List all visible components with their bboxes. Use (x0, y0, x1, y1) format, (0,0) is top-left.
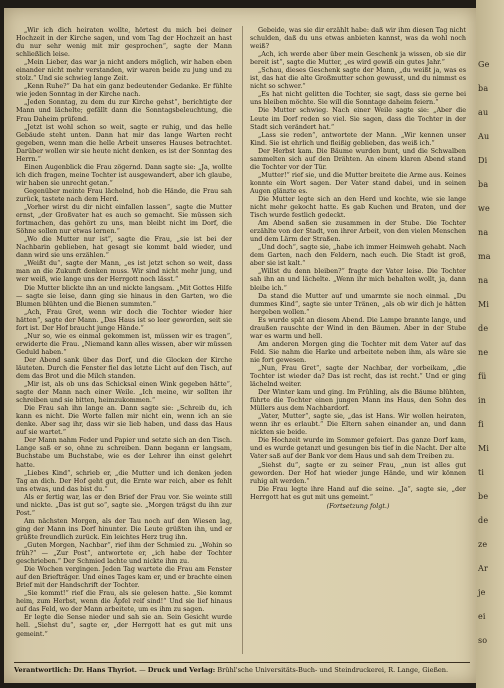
strip-fragment: be (478, 492, 489, 501)
strip-fragment: je (478, 588, 486, 597)
footer-press-label: Druck und Verlag: (147, 666, 216, 674)
paragraph: Da stand die Mutter auf und umarmte sie noch einmal. „Du dummes Kind“, sagte sie unter Tränen, „als ob wir dich je hätten hergeben wollen.“ (250, 291, 466, 316)
paragraph: Die Hochzeit wurde im Sommer gefeiert. Das ganze Dorf kam, und es wurde getanzt und gesungen bis tief in die Nacht. Der alte Vater saß auf der Bank vor dem Haus und sah dem Treiben zu. (250, 436, 466, 461)
paragraph: Als er fertig war, las er den Brief der Frau vor. Sie weinte still und nickte. „Das ist gut so“, sagte sie. „Morgen trägst du ihn zur Post.“ (16, 492, 232, 517)
strip-fragment: Mi (478, 300, 490, 309)
paragraph: „Vorher wirst du dir nicht einfallen lassen“, sagte die Mutter ernst, „der Großvater hat es auch so gemacht. Sie müssen sich fortmachen, das gehört zu uns, man bleibt nicht im Dorf, die Söhne sollen nur etwas lernen.“ (16, 203, 232, 236)
strip-fragment: de (478, 516, 489, 525)
strip-fragment: ei (478, 612, 486, 621)
adjacent-page-strip (476, 0, 504, 688)
paragraph: „Ach, ich werde aber über mein Geschenk ja wissen, ob sie dir bereit ist“, sagte die Mutter, „es wird gewiß ein gutes Jahr.“ (250, 50, 466, 67)
paragraph: „Kenn Ruhe?“ Da hat ein ganz bedeutender Gedanke. Er fühlte wie jeden Sonntag in der Kirche nach. (16, 82, 232, 99)
paragraph: „Wir ich dich heiraten wollte, hörtest du mich bei deiner Hochzeit in der Kirche sagen, und vom Tag der Hochzeit an hast du nur sehr wenig mit mir gesprochen“, sagte der Mann schließlich leise. (16, 26, 232, 59)
strip-fragment: Au (478, 132, 490, 141)
paragraph: „Es hat nicht gelitten die Tochter, sie sagt, dass sie gerne bei uns bleiben möchte. Sie will die Sonntage daheim feiern.“ (250, 90, 466, 107)
footer-label: Verantwortlich: (14, 666, 72, 674)
footer-rule (14, 662, 470, 663)
strip-fragment: Mi (478, 444, 490, 453)
paragraph: Die Frau legte ihre Hand auf die seine. „Ja“, sagte sie, „der Herrgott hat es gut mit uns gemeint.“ (250, 484, 466, 501)
strip-fragment: na (478, 228, 489, 237)
paragraph: „Mutter!“ rief sie, und die Mutter breitete die Arme aus. Keines konnte ein Wort sagen. Der Vater stand dabei, und in seinen Augen glänzte es. (250, 170, 466, 195)
strip-fragment: Ge (478, 60, 490, 69)
strip-fragment: so (478, 636, 488, 645)
paragraph: „Liebes Kind“, schrieb er, „die Mutter und ich denken jeden Tag an dich. Der Hof geht gut, die Ernte war reich, aber es fehlt uns etwas, und das bist du.“ (16, 468, 232, 493)
paragraph: „Willst du denn bleiben?“ fragte der Vater leise. Die Tochter sah ihn an und lächelte. „Wenn ihr mich behalten wollt, ja, dann bleibe ich.“ (250, 267, 466, 292)
paragraph: „Nun, Frau Gret“, sagte der Nachbar, der vorbeikam, „die Tochter ist wieder da? Das ist recht, das ist recht.“ Und er ging lächelnd weiter. (250, 363, 466, 389)
paragraph: Die Mutter legte sich an den Herd und kochte, wie sie lange nicht mehr gekocht hatte. Es gab Kuchen und Braten, und der Tisch wurde festlich gedeckt. (250, 194, 466, 220)
paragraph: „Jeden Sonntag, zu dem du zur Kirche gehst“, berichtigte der Mann und lächelte; gefällt dann die Sonntagsbeleuchtung, die Frau Daheim prüfend. (16, 98, 232, 123)
paragraph: Der Winter kam und ging. Im Frühling, als die Bäume blühten, führte die Tochter einen jungen Mann ins Haus, den Sohn des Müllers aus dem Nachbardorf. (250, 388, 466, 413)
paragraph: Die Mutter schwieg. Nach einer Weile sagte sie: „Aber die Leute im Dorf reden so viel. Sie sagen, dass die Tochter in der Stadt sich verändert hat.“ (250, 106, 466, 131)
paragraph: „Schau, dieses Geschenk sagte der Mann, „du weißt ja, was es ist, das hat die alte Großmutter schon gewusst, und du nimmst es nicht so schwer.“ (250, 66, 466, 91)
paragraph: Am nächsten Morgen, als der Tau noch auf den Wiesen lag, ging der Mann ins Dorf hinunter. Die Leute grüßten ihn, und er grüßte freundlich zurück. Ein leichtes Herz trug ihn. (16, 516, 232, 541)
paragraph: „Mir ist, als ob uns das Schicksal einen Wink gegeben hätte“, sagte der Mann nach einer Weile. „Ich meine, wir sollten ihr schreiben und sie bitten, heimzukommen.“ (16, 380, 232, 405)
left-column (16, 26, 232, 656)
strip-fragment: ma (478, 252, 491, 261)
paragraph: Der Abend sank über das Dorf, und die Glocken der Kirche läuteten. Durch die Fenster fiel das letzte Licht auf den Tisch, auf dem das Brot und die Milch standen. (16, 355, 232, 381)
paragraph: Am anderen Morgen ging die Tochter mit dem Vater auf das Feld. Sie nahm die Harke und arbeitete neben ihm, als wäre sie nie fort gewesen. (250, 339, 466, 364)
paragraph: „Sie kommt!“ rief die Frau, als sie gelesen hatte. „Sie kommt heim, zum Herbst, wenn die Äpfel reif sind!“ Und sie lief hinaus auf das Feld, wo der Mann arbeitete, um es ihm zu sagen. (16, 589, 232, 614)
newspaper-page (4, 8, 476, 683)
right-column (250, 26, 466, 656)
paragraph: „Vater, Mutter“, sagte sie, „das ist Hans. Wir wollen heiraten, wenn ihr es erlaubt.“ Die Eltern sahen einander an, und dann nickten sie beide. (250, 412, 466, 437)
paragraph: Der Mann nahm Feder und Papier und setzte sich an den Tisch. Lange saß er so, ohne zu schreiben. Dann begann er langsam, Buchstabe um Buchstabe, wie es der Lehrer ihn einst gelehrt hatte. (16, 436, 232, 469)
paragraph: Es wurde spät an diesem Abend. Die Lampe brannte lange, und draußen rauschte der Wind in den Bäumen. Aber in der Stube war es warm und hell. (250, 315, 466, 340)
paragraph: „Siehst du“, sagte er zu seiner Frau, „nun ist alles gut geworden. Der Hof hat wieder junge Hände, und wir können ruhig alt werden.“ (250, 460, 466, 485)
paragraph: Die Mutter blickte ihn an und nickte langsam. „Mit Gottes Hilfe — sagte sie leise, dann ging sie hinaus in den Garten, wo die Blumen blühten und die Bienen summten.“ (16, 283, 232, 308)
strip-fragment: in (478, 396, 487, 405)
continuation-note: (Fortsetzung folgt.) (326, 501, 390, 510)
paragraph: „Wo die Mutter nur ist“, sagte die Frau, „sie ist bei der Nachbarin geblieben, hat gesagt sie kommt bald wieder, und dann wird sie uns erzählen.“ (16, 235, 232, 260)
strip-fragment: ti (478, 468, 485, 477)
strip-fragment: ba (478, 180, 489, 189)
paragraph: „Weißt du“, sagte der Mann, „es ist jetzt schon so weit, dass man an die Zukunft denken muss. Wir sind nicht mehr jung, und wer weiß, wie lange uns der Herrgott noch lässt.“ (16, 259, 232, 284)
footer-editor: Dr. Hans Thyriot. (73, 666, 137, 674)
paragraph: Einen Augenblick die Frau zögernd. Dann sagte sie: „Ja, wollte ich dich fragen, meine Tochter ist ausgewandert, aber ich glaube, wir haben sie unrecht getan.“ (16, 162, 232, 187)
strip-fragment: ba (478, 84, 489, 93)
strip-fragment: Ar (478, 564, 489, 573)
strip-fragment: na (478, 276, 489, 285)
strip-fragment: Di (478, 156, 488, 165)
strip-fragment: fi (478, 420, 484, 429)
paragraph: „Jetzt ist wohl schon so weit, sagte er ruhig, und das helle Gebäude steht unten. Dann hat mir das lange Warten recht gegeben, wenn man die helle Arbeit unseres Hauses betrachtet. Darüber wollen wir sie heute nicht denken, es ist der Sonntag des Herrn.“ (16, 122, 232, 163)
paragraph: Die Wochen vergingen. Jeden Tag wartete die Frau am Fenster auf den Briefträger. Und eines Tages kam er, und er brachte einen Brief mit der Handschrift der Tochter. (16, 565, 232, 590)
paragraph: Am Abend saßen sie zusammen in der Stube. Die Tochter erzählte von der Stadt, von ihrer Arbeit, von den vielen Menschen und dem Lärm der Straßen. (250, 219, 466, 244)
paragraph: „Nur so, wie es einmal gekommen ist, müssen wir es tragen“, erwiderte die Frau. „Niemand kann alles wissen, aber wir müssen Geduld haben.“ (16, 331, 232, 356)
paragraph: Die Frau sah ihn lange an. Dann sagte sie: „Schreib du, ich kann es nicht. Die Worte fallen mir nicht ein, wenn ich an sie denke. Aber sag ihr, dass wir sie lieb haben, und dass das Haus auf sie wartet.“ (16, 404, 232, 437)
paragraph: „Guten Morgen, Nachbar“, rief ihm der Schmied zu. „Wohin so früh?“ — „Zur Post“, antwortete er, „ich habe der Tochter geschrieben.“ Der Schmied lachte und nickte ihm zu. (16, 541, 232, 566)
paragraph: Der Herbst kam. Die Bäume wurden bunt, und die Schwalben sammelten sich auf den Drähten. An einem klaren Abend stand die Tochter vor der Tür. (250, 146, 466, 171)
paragraph: „Mein Lieber, das war ja nicht anders möglich, wir haben eben einander nicht mehr verstanden, wir waren beide zu jung und zu stolz.“ Und sie schwieg lange Zeit. (16, 58, 232, 83)
strip-fragment: we (478, 204, 490, 213)
paragraph: Gegenüber meinte Frau lächelnd, hob die Hände, die Frau sah zurück, tastete nach dem Herd. (16, 186, 232, 203)
column-divider (242, 26, 243, 654)
footer-press: Brühl'sche Universitäts-Buch- und Steindruckerei, R. Lange, Gießen. (217, 666, 449, 674)
paragraph: „Und doch“, sagte sie, „habe ich immer Heimweh gehabt. Nach dem Garten, nach den Feldern, nach euch. Die Stadt ist groß, aber sie ist kalt.“ (250, 243, 466, 268)
paragraph: „Lass sie reden“, antwortete der Mann. „Wir kennen unser Kind. Sie ist ehrlich und fleißig geblieben, das weiß ich.“ (250, 130, 466, 147)
imprint-footer: Verantwortlich: Dr. Hans Thyriot. — Druck und Verlag: Brühl'sche Universitäts-Buch- und Steindruckerei, R. Lange, Gießen. (14, 666, 449, 674)
strip-fragment: de (478, 324, 489, 333)
strip-fragment: ne (478, 348, 489, 357)
paragraph: Er legte die Sense nieder und sah sie an. Sein Gesicht wurde hell. „Siehst du“, sagte er, „der Herrgott hat es gut mit uns gemeint.“ (16, 613, 232, 638)
paragraph: Gebeide, was sie dir erzählt habe: daß wir ihm diesen Tag nicht schulden, daß du uns etwas anbieten kannst, was da wohl noch weiß? (250, 26, 466, 51)
strip-fragment: ze (478, 540, 488, 549)
strip-fragment: au (478, 108, 489, 117)
paragraph: „Ach, Frau Gret, wenn wir doch die Tochter wieder hier hätten“, sagte der Mann. „Das Haus ist so leer geworden, seit sie fort ist. Der Hof braucht junge Hände.“ (16, 307, 232, 332)
strip-fragment: fü (478, 372, 487, 381)
